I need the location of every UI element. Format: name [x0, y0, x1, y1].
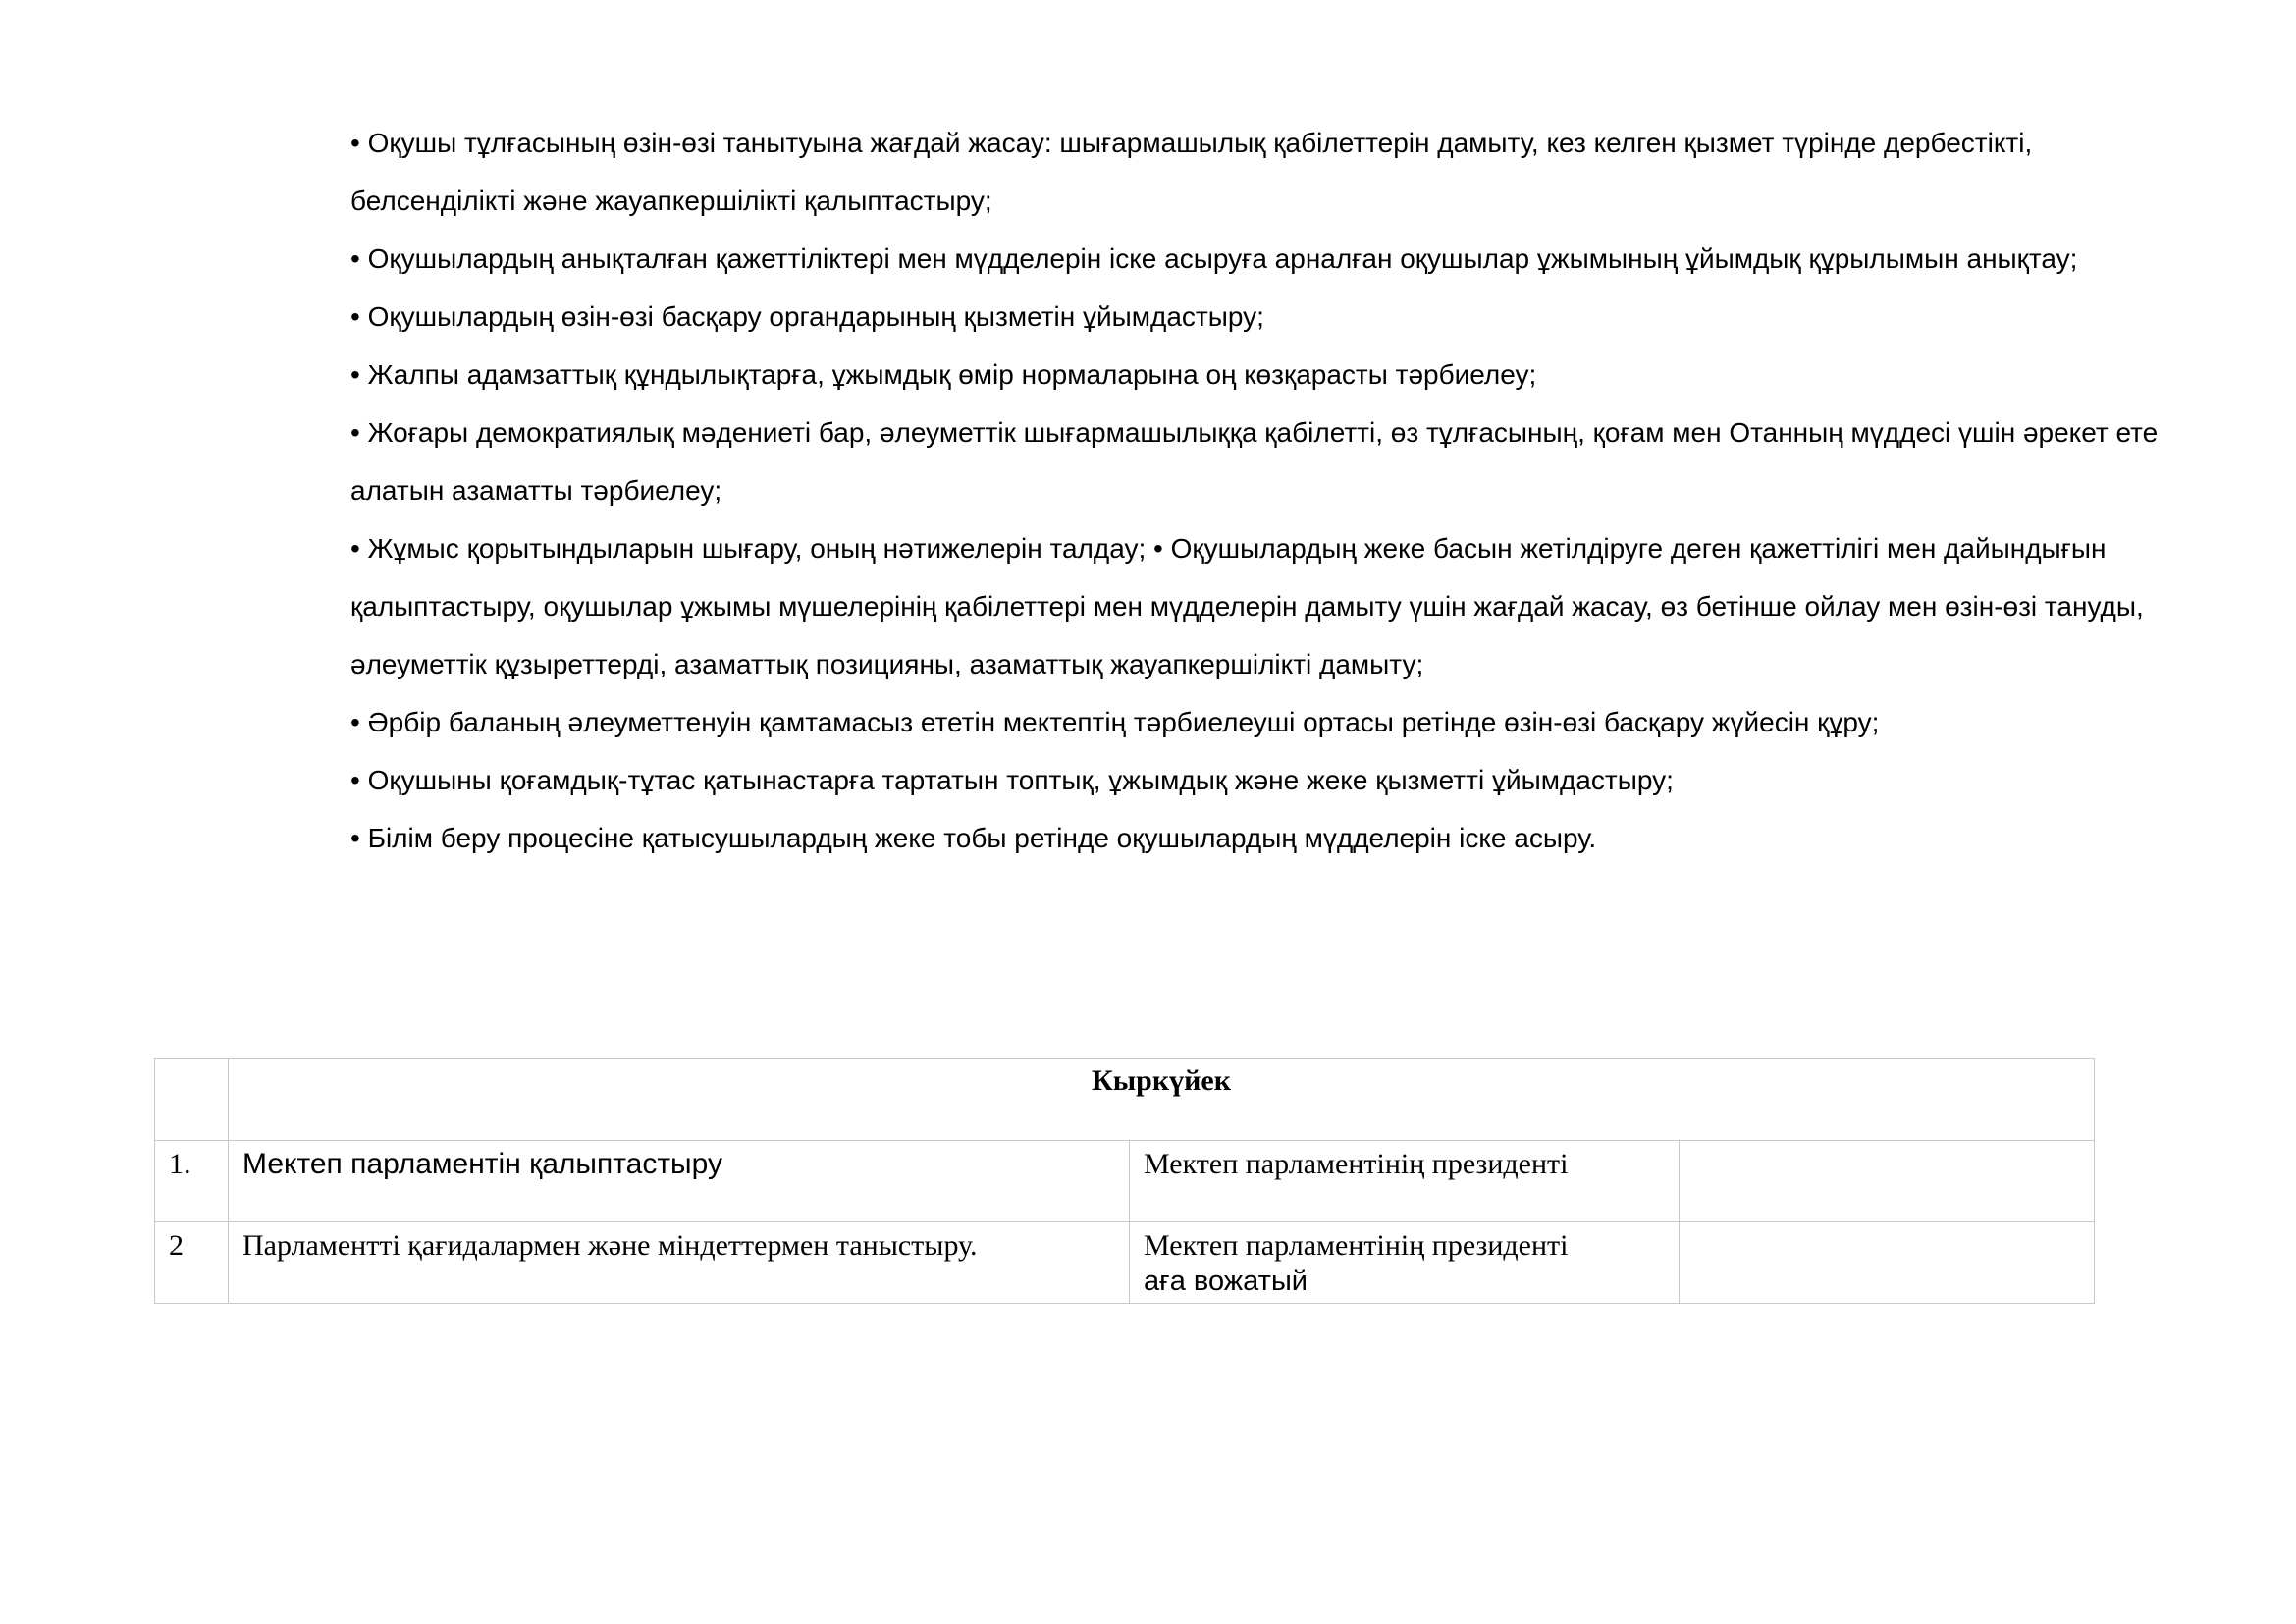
bullet-item: • Жалпы адамзаттық құндылықтарға, ұжымдық өмір нормаларына оң көзқарасты тәрбиелеу;	[350, 359, 1537, 390]
bullet-item: • Жұмыс қорытындыларын шығару, оның нәтижелерін талдау; • Оқушылардың жеке басын жетілдіруге деген қажеттілігі мен дайындығын қалыптастыру, оқушылар ұжымы мүшелерінің қабілеттері мен мүдделерін дамыту үшін жағдай жасау, өз бетінше ойлау мен өзін-өзі тануды, әлеуметтік құзыреттерді, азаматтық позицияны, азаматтық жауапкершілікті дамыту;	[350, 533, 2144, 679]
bullet-item: • Оқушыны қоғамдық-тұтас қатынастарға тартатын топтық, ұжымдық және жеке қызметті ұйымдастыру;	[350, 765, 1674, 795]
bullet-list	[350, 114, 2166, 867]
plan-table	[154, 1058, 2095, 1304]
responsible-extra-text: аға вожатый	[1144, 1266, 1308, 1297]
bullet-item: • Білім беру процесіне қатысушылардың жеке тобы ретінде оқушылардың мүдделерін іске асыру.	[350, 823, 1597, 853]
bullet-item: • Оқушылардың анықталған қажеттіліктері мен мүдделерін іске асыруға арналған оқушылар ұжымының ұйымдық құрылымын анықтау;	[350, 244, 2078, 274]
extra-cell	[1680, 1141, 2095, 1222]
row-number: 1.	[155, 1141, 229, 1222]
extra-cell	[1680, 1222, 2095, 1304]
responsible-cell	[1130, 1222, 1680, 1304]
bullet-item: • Әрбір баланың әлеуметтенуін қамтамасыз ететін мектептің тәрбиелеуші ортасы ретінде өзін-өзі басқару жүйесін құру;	[350, 707, 1880, 737]
bullet-item: • Жоғары демократиялық мәдениеті бар, әлеуметтік шығармашылыққа қабілетті, өз тұлғасының, қоғам мен Отанның мүддесі үшін әрекет ете алатын азаматты тәрбиелеу;	[350, 417, 2159, 506]
responsible-text: Мектеп парламентінің президенті	[1144, 1229, 1569, 1262]
table-row	[155, 1222, 2095, 1304]
responsible-cell	[1130, 1141, 1680, 1222]
responsible-text: Мектеп парламентінің президенті	[1144, 1148, 1569, 1180]
event-cell: Мектеп парламентін қалыптастыру	[229, 1141, 1130, 1222]
bullet-item: • Оқушы тұлғасының өзін-өзі танытуына жағдай жасау: шығармашылық қабілеттерін дамыту, кез келген қызмет түрінде дербестікті, белсенділікті және жауапкершілікті қалыптастыру;	[350, 128, 2033, 216]
row-number: 2	[155, 1222, 229, 1304]
event-cell: Парламентті қағидалармен және міндеттермен таныстыру.	[229, 1222, 1130, 1304]
bullet-item: • Оқушылардың өзін-өзі басқару органдарының қызметін ұйымдастыру;	[350, 301, 1264, 332]
table-header-row	[155, 1059, 2095, 1141]
table-cell-empty	[155, 1059, 229, 1141]
month-heading: Кыркүйек	[229, 1059, 2095, 1141]
table-row	[155, 1141, 2095, 1222]
